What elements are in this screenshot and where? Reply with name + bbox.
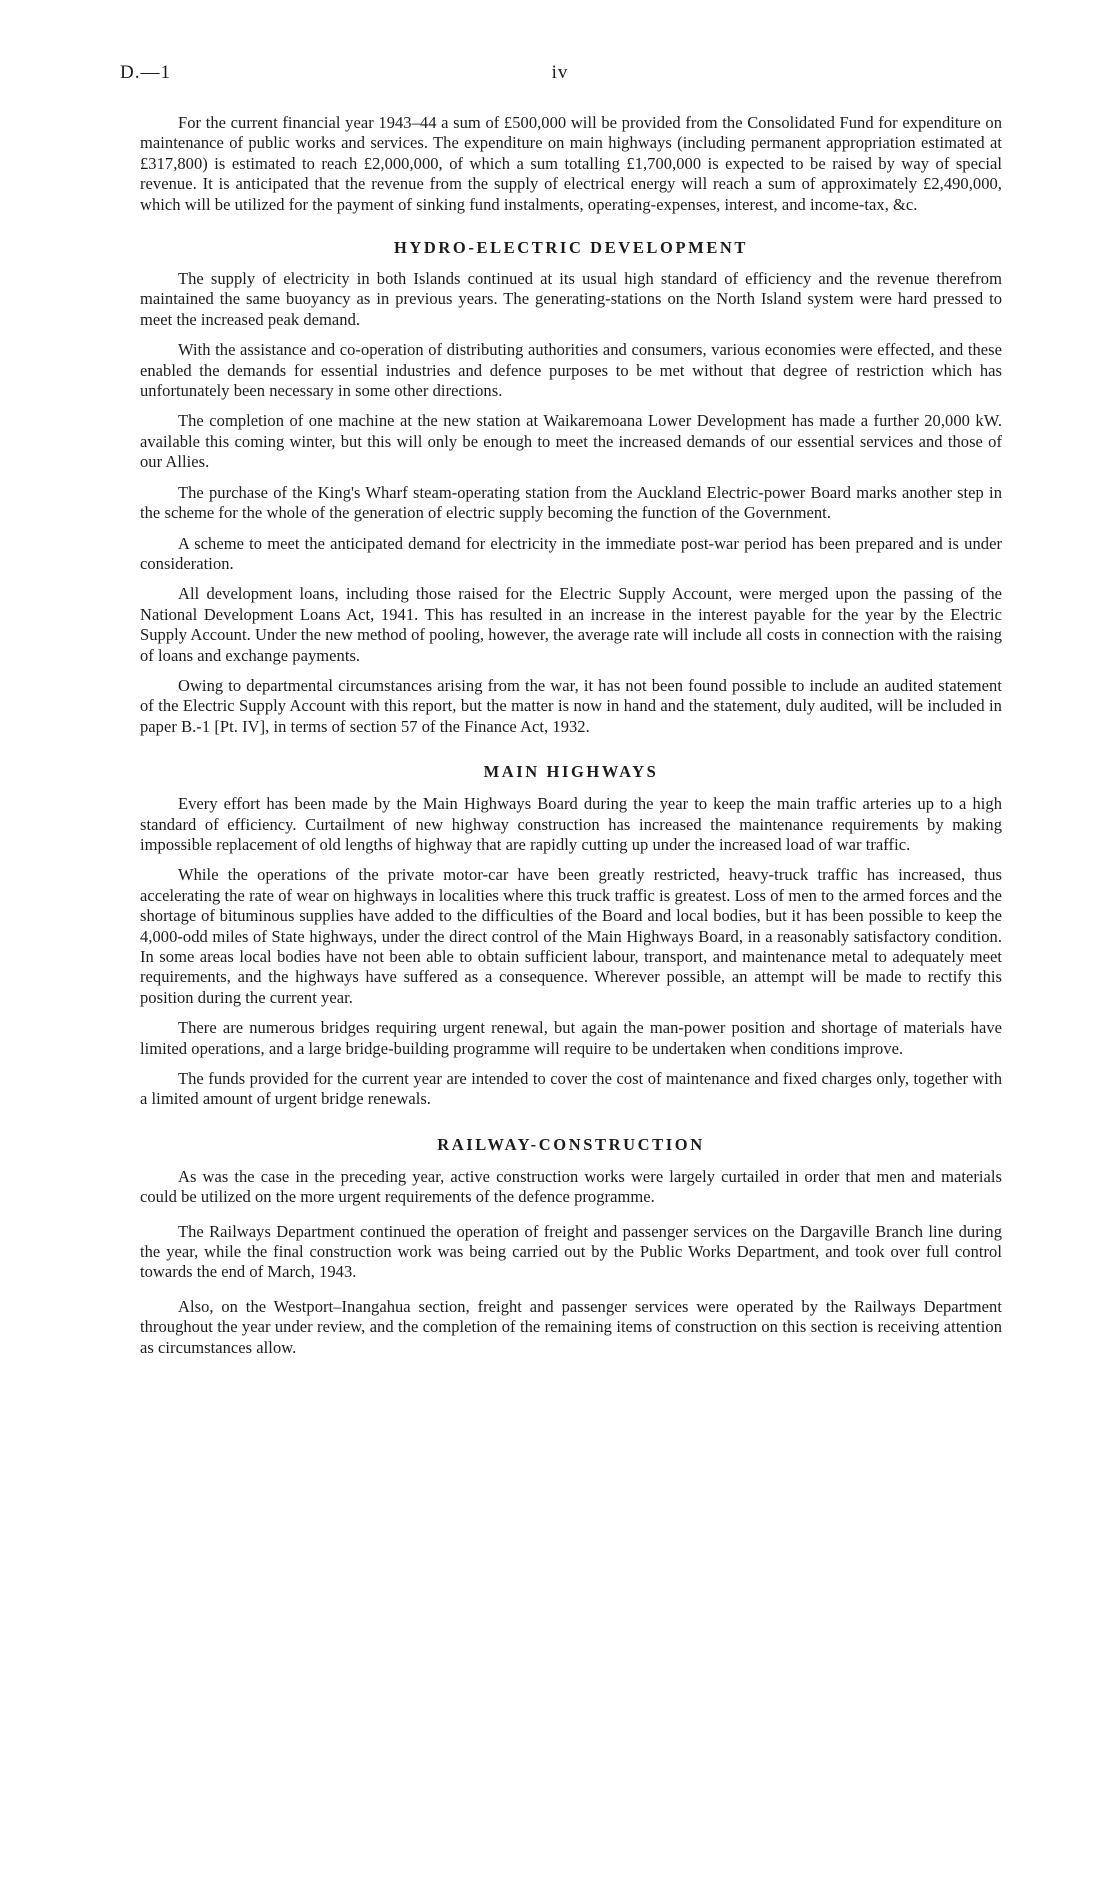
railway-paragraph-2: The Railways Department continued the operation of freight and passenger services on the Dargaville Branch line during the year, while the final construction work was being carried out by the Public Works Department, and took over full control towards the end of March, 1943.	[140, 1221, 1002, 1282]
hydro-paragraph-2: With the assistance and co-operation of distributing authorities and consumers, various economies were effected, and these enabled the demands for essential industries and defence purposes to be met without that degree of restriction which has unfortunately been necessary in some other directions.	[140, 340, 1002, 401]
hydro-paragraph-4: The purchase of the King's Wharf steam-operating station from the Auckland Electric-power Board marks another step in the scheme for the whole of the generation of electric supply becoming the function of the Government.	[140, 482, 1002, 523]
railway-paragraph-1: As was the case in the preceding year, active construction works were largely curtailed in order that men and materials could be utilized on the more urgent requirements of the defence programme.	[140, 1166, 1002, 1207]
document-reference: D.—1	[120, 62, 171, 83]
section-heading-railway-construction: RAILWAY-CONSTRUCTION	[437, 1134, 705, 1154]
page-number: iv	[551, 62, 569, 83]
hydro-paragraph-7: Owing to departmental circumstances arising from the war, it has not been found possible to include an audited statement of the Electric Supply Account with this report, but the matter is now in hand and the statement, duly audited, will be included in paper B.-1 [Pt. IV], in terms of section 57 of the Finance Act, 1932.	[140, 675, 1002, 736]
intro-paragraph: For the current financial year 1943–44 a sum of £500,000 will be provided from the Consolidated Fund for expenditure on maintenance of public works and services. The expenditure on main highways (including permanent appropriation estimated at £317,800) is estimated to reach £2,000,000, of which a sum totalling £1,700,000 is expected to be raised by way of special revenue. It is anticipated that the revenue from the supply of electrical energy will reach a sum of approximately £2,490,000, which will be utilized for the payment of sinking fund instalments, operating-expenses, interest, and income-tax, &c.	[140, 113, 1002, 214]
page-body	[140, 113, 1002, 1358]
hydro-paragraph-1: The supply of electricity in both Islands continued at its usual high standard of efficiency and the revenue therefrom maintained the same buoyancy as in previous years. The generating-stations on the North Island system were hard pressed to meet the increased peak demand.	[140, 269, 1002, 329]
highways-paragraph-3: There are numerous bridges requiring urgent renewal, but again the man-power position and shortage of materials have limited operations, and a large bridge-building programme will require to be undertaken when conditions improve.	[140, 1018, 1002, 1058]
page-header	[120, 62, 1000, 92]
hydro-paragraph-3: The completion of one machine at the new station at Waikaremoana Lower Development has made a further 20,000 kW. available this coming winter, but this will only be enough to meet the increased demands of our essential services and those of our Allies.	[140, 411, 1002, 472]
railway-paragraph-3: Also, on the Westport–Inangahua section, freight and passenger services were operated by the Railways Department throughout the year under review, and the completion of the remaining items of construction on this section is receiving attention as circumstances allow.	[140, 1296, 1002, 1357]
highways-paragraph-2: While the operations of the private motor-car have been greatly restricted, heavy-truck traffic has increased, thus accelerating the rate of wear on highways in localities where this truck traffic is greatest. Loss of men to the armed forces and the shortage of bituminous supplies have added to the difficulties of the Board and local bodies, but it has been possible to keep the 4,000-odd miles of State highways, under the direct control of the Main Highways Board, in a reasonably satisfactory condition. In some areas local bodies have not been able to obtain sufficient labour, transport, and maintenance metal to adequately meet requirements, and the highways have suffered as a consequence. Wherever possible, an attempt will be made to rectify this position during the current year.	[140, 865, 1002, 1007]
section-heading-main-highways: MAIN HIGHWAYS	[483, 762, 659, 782]
highways-paragraph-1: Every effort has been made by the Main Highways Board during the year to keep the main traffic arteries up to a high standard of efficiency. Curtailment of new highway construction has increased the maintenance requirements by making impossible replacement of old lengths of highway that are rapidly cutting up under the increased load of war traffic.	[140, 794, 1002, 854]
highways-paragraph-4: The funds provided for the current year are intended to cover the cost of maintenance and fixed charges only, together with a limited amount of urgent bridge renewals.	[140, 1069, 1002, 1109]
hydro-paragraph-5: A scheme to meet the anticipated demand for electricity in the immediate post-war period has been prepared and is under consideration.	[140, 533, 1002, 573]
hydro-paragraph-6: All development loans, including those raised for the Electric Supply Account, were merged upon the passing of the National Development Loans Act, 1941. This has resulted in an increase in the interest payable for the year by the Electric Supply Account. Under the new method of pooling, however, the average rate will include all costs in connection with the raising of loans and exchange payments.	[140, 584, 1002, 665]
section-heading-hydro-electric: HYDRO-ELECTRIC DEVELOPMENT	[393, 238, 749, 258]
